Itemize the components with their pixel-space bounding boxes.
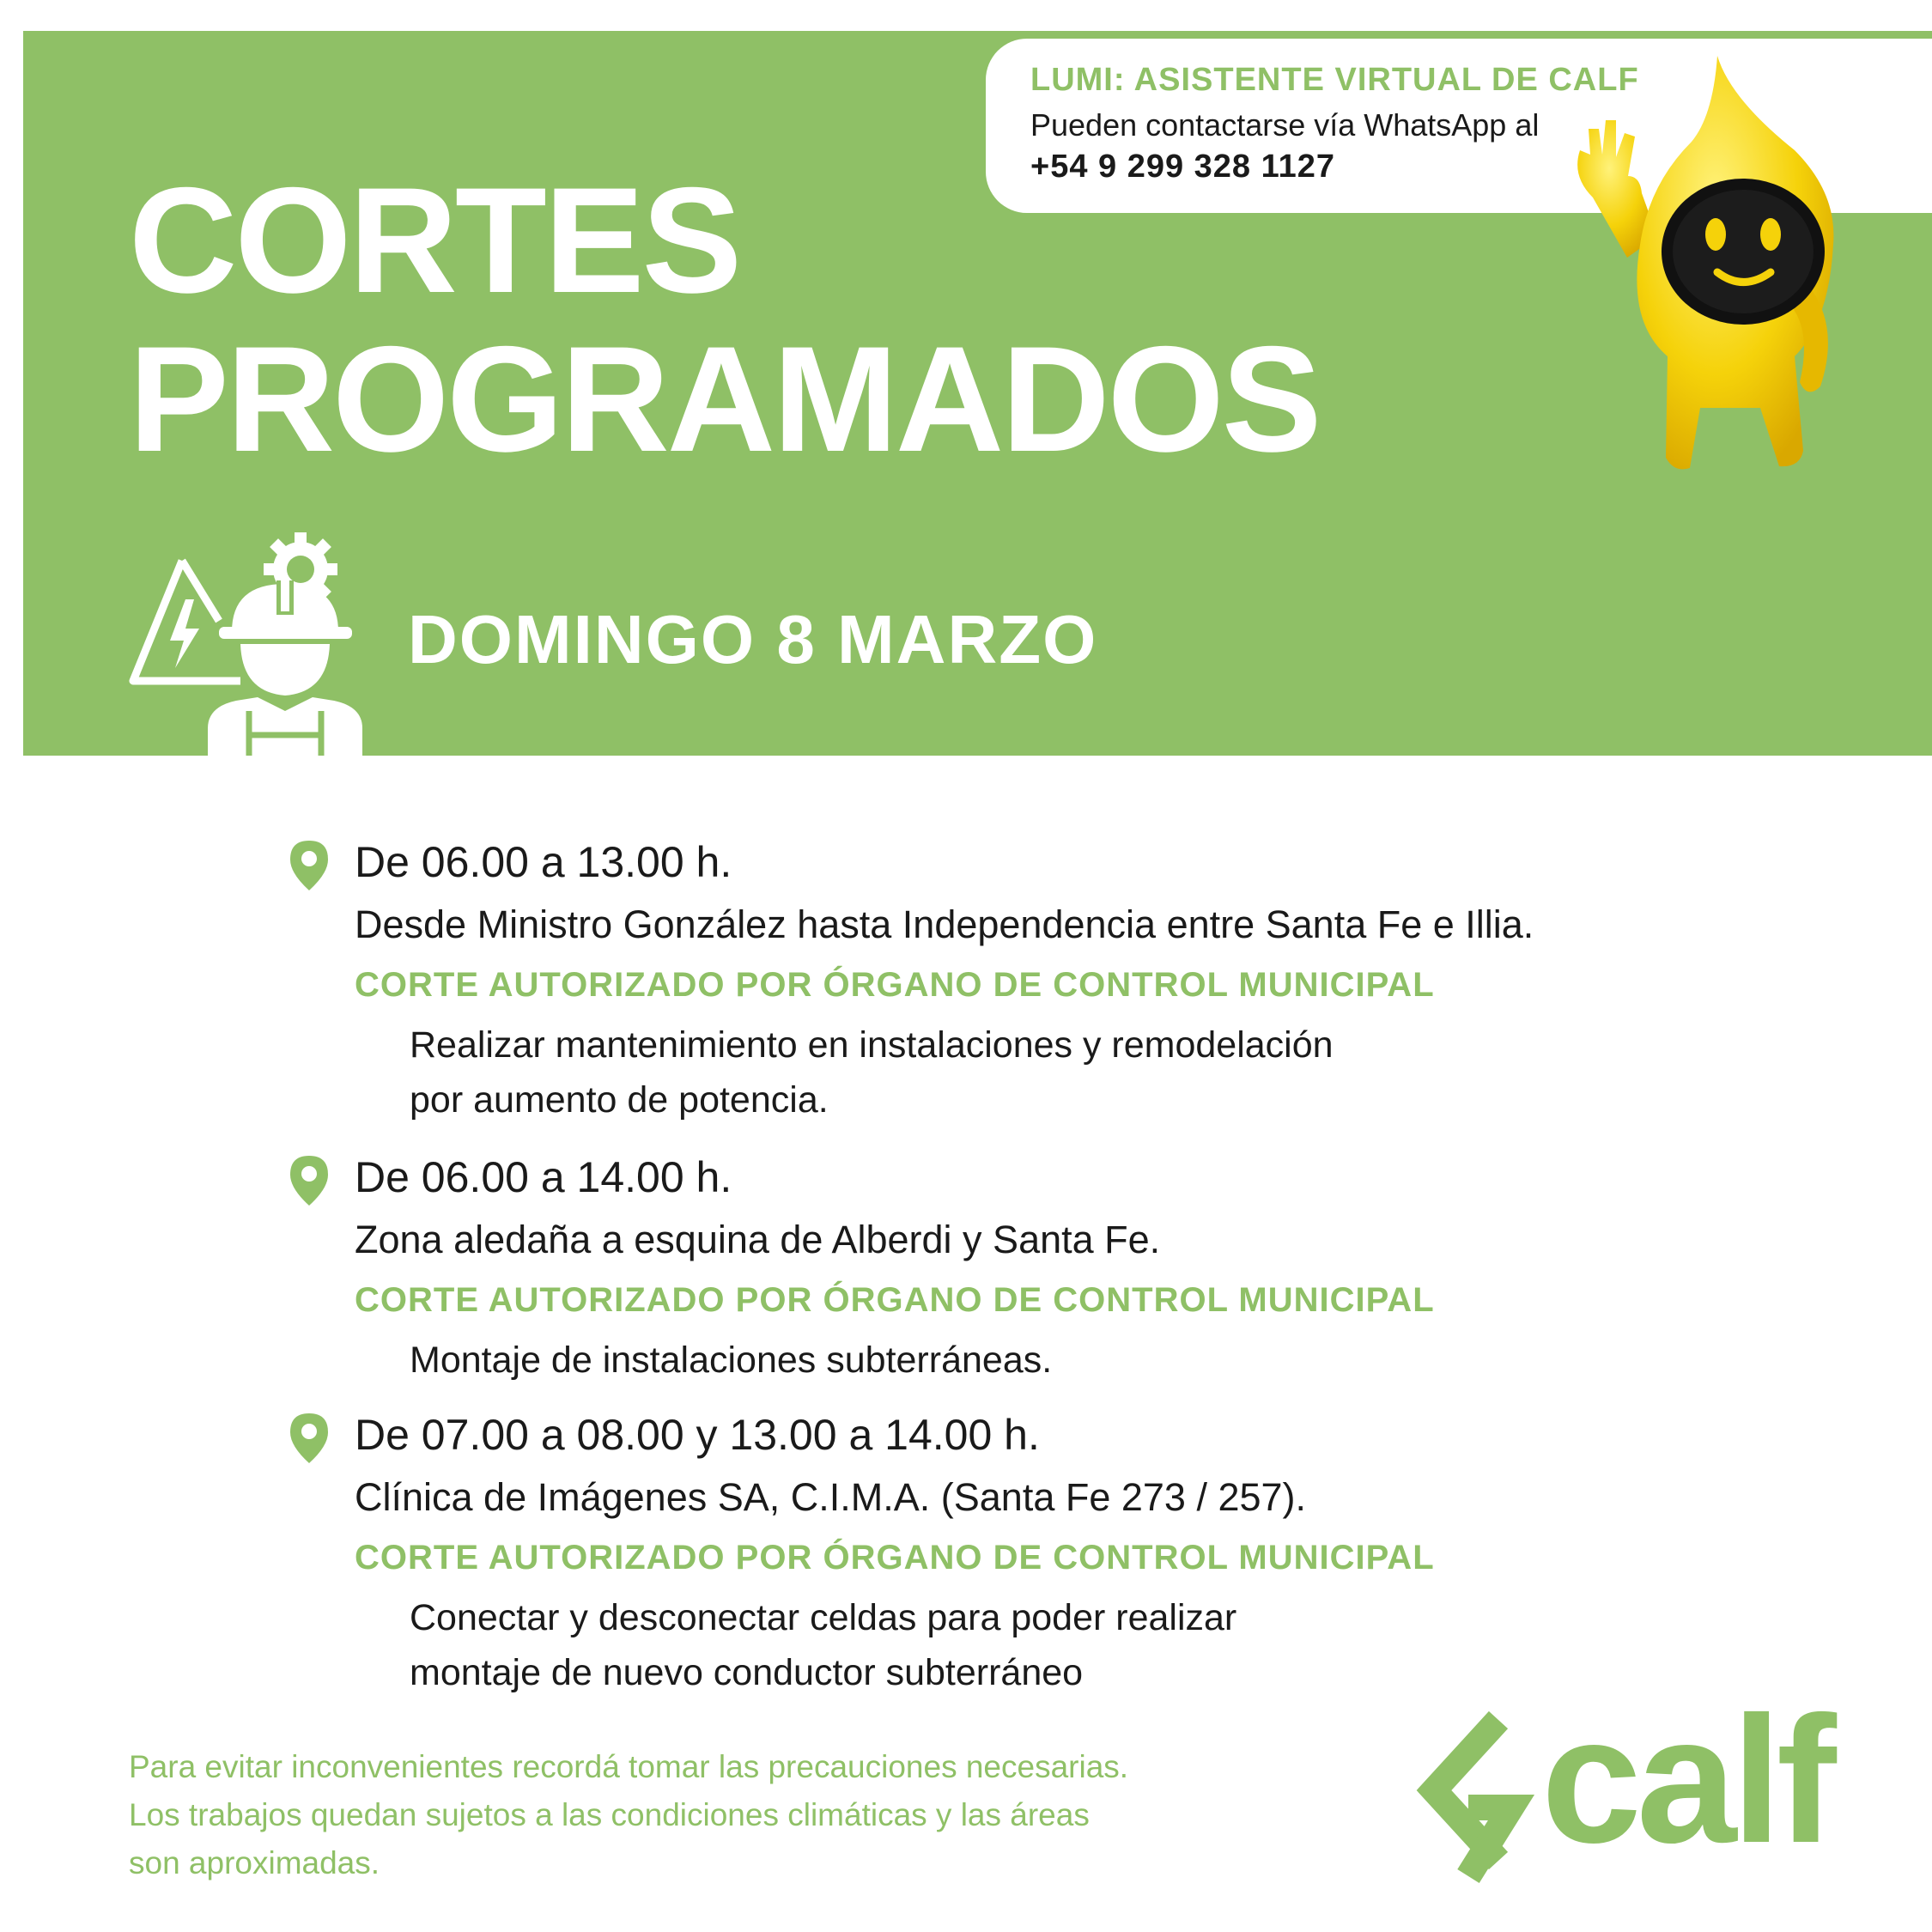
outage-date: DOMINGO 8 MARZO: [408, 601, 1098, 677]
assistant-text: Pueden contactarse vía WhatsApp al: [1030, 107, 1540, 143]
worker-warning-icon: [129, 531, 369, 756]
authorization-label: CORTE AUTORIZADO POR ÓRGANO DE CONTROL MUNICIPAL: [355, 1281, 1435, 1319]
outage-description: [410, 1018, 1334, 1127]
description-line: por aumento de potencia.: [410, 1079, 829, 1121]
outage-description: [410, 1590, 1236, 1700]
logo-wordmark: calf: [1541, 1679, 1832, 1880]
description-line: Realizar mantenimiento en instalaciones y remodelación: [410, 1024, 1334, 1066]
outage-description: [410, 1333, 1052, 1388]
assistant-phone[interactable]: +54 9 299 328 1127: [1030, 149, 1336, 185]
outage-time: De 06.00 a 13.00 h.: [355, 838, 732, 886]
location-pin-icon: [288, 839, 331, 892]
title-line-2: PROGRAMADOS: [129, 316, 1320, 483]
footer-line: Para evitar inconvenientes recordá tomar las precauciones necesarias.: [129, 1749, 1129, 1784]
location-pin-icon: [288, 1154, 331, 1207]
description-line: montaje de nuevo conductor subterráneo: [410, 1652, 1084, 1693]
authorization-label: CORTE AUTORIZADO POR ÓRGANO DE CONTROL MUNICIPAL: [355, 1539, 1435, 1577]
outage-time: De 06.00 a 14.00 h.: [355, 1153, 732, 1201]
calf-logo: [1408, 1679, 1889, 1893]
title-line-1: CORTES: [129, 157, 740, 325]
footer-line: Los trabajos quedan sujetos a las condiciones climáticas y las áreas: [129, 1797, 1090, 1832]
authorization-label: CORTE AUTORIZADO POR ÓRGANO DE CONTROL MUNICIPAL: [355, 966, 1435, 1004]
outage-place: Desde Ministro González hasta Independencia entre Santa Fe e Illia.: [355, 902, 1534, 946]
footer-note: [129, 1743, 1128, 1887]
calf-logo-mark: [1408, 1704, 1537, 1893]
description-line: Conectar y desconectar celdas para poder realizar: [410, 1597, 1237, 1638]
outage-place: Zona aledaña a esquina de Alberdi y Santa Fe.: [355, 1218, 1161, 1261]
footer-line: son aproximadas.: [129, 1845, 380, 1880]
assistant-title: LUMI: ASISTENTE VIRTUAL DE CALF: [1030, 62, 1639, 98]
outage-place: Clínica de Imágenes SA, C.I.M.A. (Santa Fe 273 / 257).: [355, 1475, 1307, 1519]
outage-time: De 07.00 a 08.00 y 13.00 a 14.00 h.: [355, 1411, 1040, 1459]
description-line: Montaje de instalaciones subterráneas.: [410, 1340, 1053, 1381]
location-pin-icon: [288, 1412, 331, 1465]
lumi-mascot: [1546, 47, 1889, 477]
